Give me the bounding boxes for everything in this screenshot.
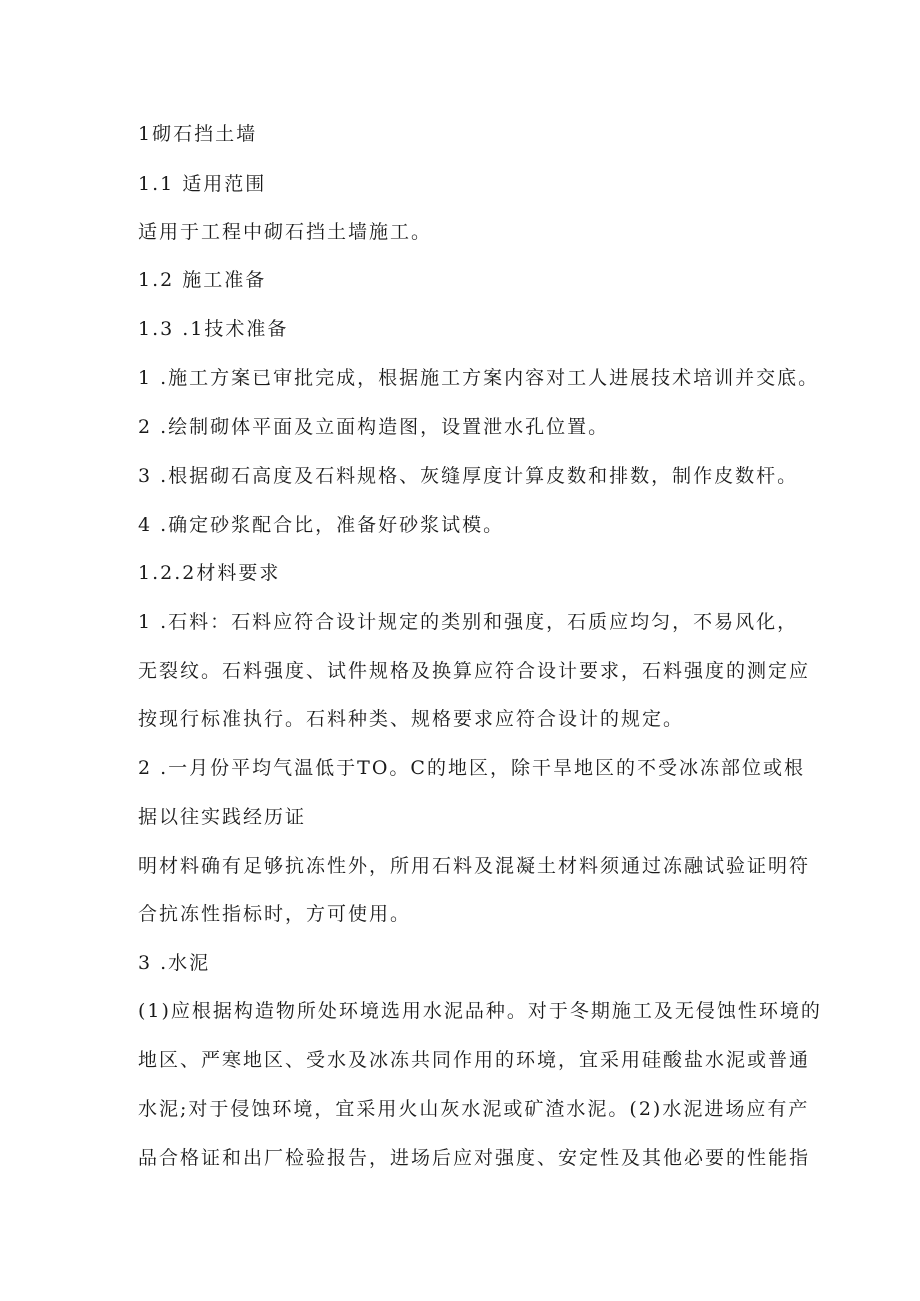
heading-preparation: 1.2 施工准备 [138,269,267,291]
paragraph-line: 无裂纹。石料强度、试件规格及换算应符合设计要求，石料强度的测定应 [138,660,811,682]
list-item: 3 .根据砌石高度及石料规格、灰缝厚度计算皮数和排数，制作皮数杆。 [138,465,799,487]
list-item: 3 .水泥 [138,952,211,974]
paragraph-line: 适用于工程中砌石挡土墙施工。 [138,221,433,243]
list-item: 4 .确定砂浆配合比，准备好砂浆试模。 [138,514,505,536]
paragraph-line: 合抗冻性指标时，方可使用。 [138,903,412,925]
paragraph-line: 品合格证和出厂检验报告，进场后应对强度、安定性及其他必要的性能指 [138,1147,811,1169]
heading-section-1: 1砌石挡土墙 [138,123,258,145]
paragraph-line: 水泥;对于侵蚀环境，宜采用火山灰水泥或矿渣水泥。(2)水泥进场应有产 [138,1098,810,1120]
heading-scope: 1.1 适用范围 [138,173,267,195]
paragraph-line: 按现行标准执行。石料种类、规格要求应符合设计的规定。 [138,708,685,730]
paragraph-line: 据以往实践经历证 [138,806,307,828]
list-item: 1 .施工方案已审批完成，根据施工方案内容对工人进展技术培训并交底。 [138,367,820,389]
paragraph-line: 地区、严寒地区、受水及冰冻共同作用的环境，宜采用硅酸盐水泥或普通 [138,1049,811,1071]
list-item: 2 .绘制砌体平面及立面构造图，设置泄水孔位置。 [138,416,610,438]
paragraph-line: (1)应根据构造物所处环境选用水泥品种。对于冬期施工及无侵蚀性环境的 [138,1000,822,1022]
list-item: 1 .石料：石料应符合设计规定的类别和强度，石质应均匀，不易风化， [138,611,799,633]
heading-materials: 1.2.2材料要求 [138,562,281,584]
heading-tech-prep: 1.3 .1技术准备 [138,318,289,340]
list-item: 2 .一月份平均气温低于TO。C的地区，除干旱地区的不受冰冻部位或根 [138,757,805,779]
paragraph-line: 明材料确有足够抗冻性外，所用石料及混凝土材料须通过冻融试验证明符 [138,855,811,877]
